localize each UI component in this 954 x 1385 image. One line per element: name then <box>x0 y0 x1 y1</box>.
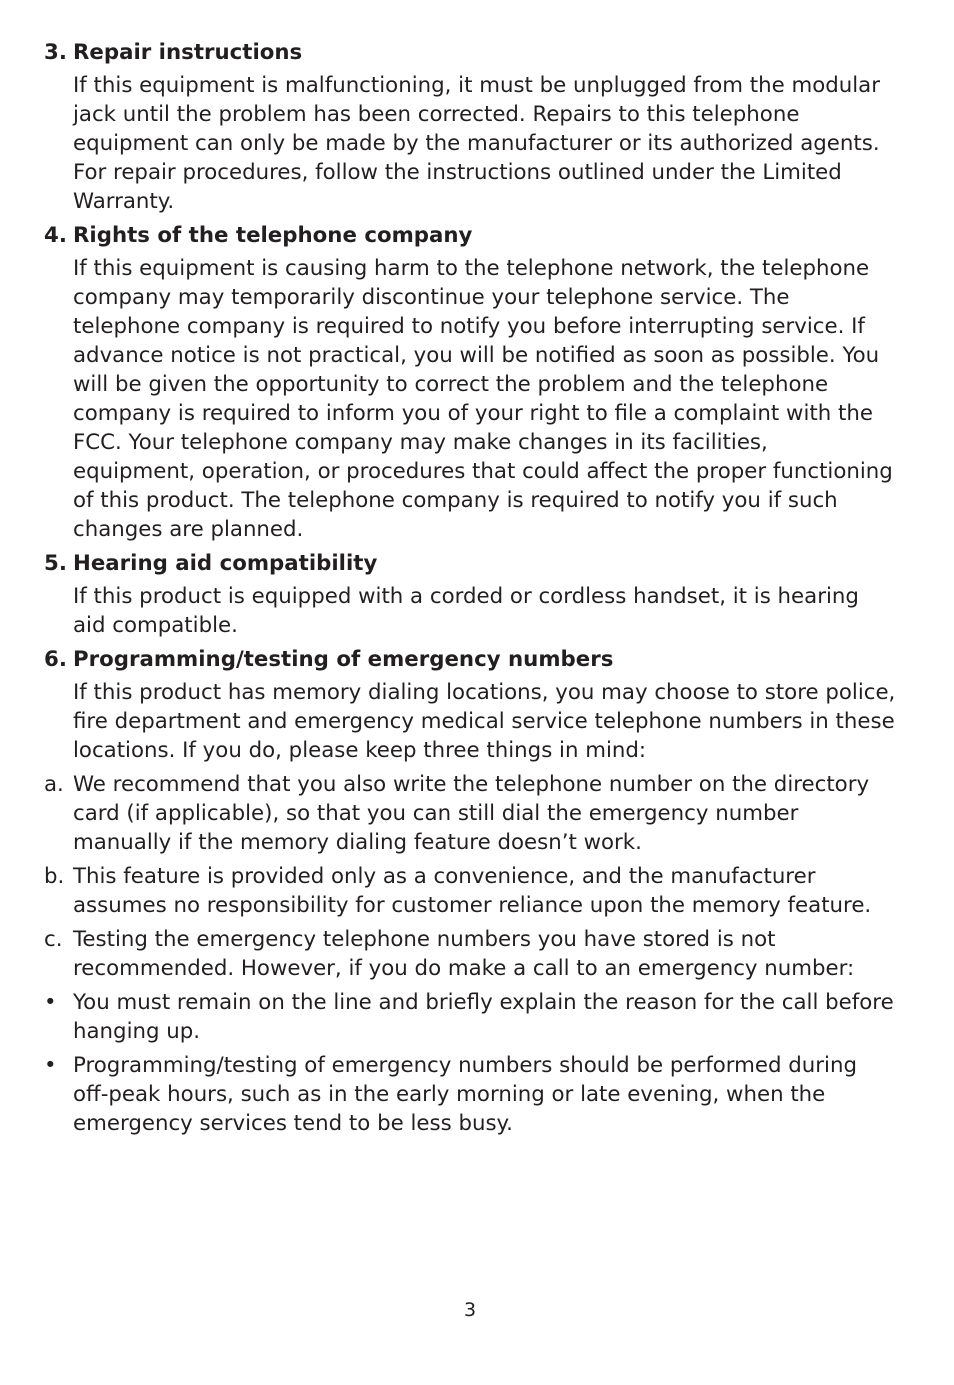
bullet-icon: • <box>44 1053 57 1078</box>
bullet-text: You must remain on the line and briefly explain the reason for the call before hanging up. <box>73 990 894 1044</box>
bullet-item <box>44 1051 896 1138</box>
section-paragraph: If this equipment is causing harm to the telephone network, the telephone company may temporarily discontinue your telephone service. The telephone company is required to notify you before interrupting service. If advance notice is not practical, you will be notified as soon as possible. You will be given the opportunity to correct the problem and the telephone company is required to inform you of your right to file a complaint with the FCC. Your telephone company may make changes in its facilities, equipment, operation, or procedures that could affect the proper functioning of this product. The telephone company is required to notify you if such changes are planned. <box>73 256 893 542</box>
bullet-icon: • <box>44 990 57 1015</box>
bullet-item <box>44 988 896 1046</box>
section-hearing-aid-compatibility <box>44 549 896 640</box>
item-text: We recommend that you also write the telephone number on the directory card (if applicable), so that you can still dial the emergency number manually if the memory dialing feature doesn’t work. <box>73 772 870 855</box>
section-paragraph: If this product has memory dialing locations, you may choose to store police, fire department and emergency medical service telephone numbers in these locations. If you do, please keep three things in mind: <box>73 680 896 763</box>
section-number: 5. <box>44 551 67 576</box>
item-letter: c. <box>44 927 63 952</box>
section-repair-instructions <box>44 38 896 216</box>
section-heading <box>44 221 896 250</box>
lettered-item-a <box>44 770 896 857</box>
lettered-item-b <box>44 862 896 920</box>
item-letter: a. <box>44 772 64 797</box>
bullet-text: Programming/testing of emergency numbers should be performed during off-peak hours, such as in the early morning or late evening, when the emergency services tend to be less busy. <box>73 1053 857 1136</box>
section-title: Hearing aid compatibility <box>73 551 378 576</box>
page-number: 3 <box>463 1299 477 1321</box>
item-letter: b. <box>44 864 65 889</box>
lettered-item-c <box>44 925 896 983</box>
section-rights-of-telephone-company <box>44 221 896 544</box>
section-paragraph: If this product is equipped with a corded or cordless handset, it is hearing aid compatible. <box>73 584 859 638</box>
section-heading <box>44 645 896 674</box>
section-title: Rights of the telephone company <box>73 223 473 248</box>
item-text: This feature is provided only as a convenience, and the manufacturer assumes no responsibility for customer reliance upon the memory feature. <box>73 864 872 918</box>
section-heading <box>44 38 896 67</box>
section-heading <box>44 549 896 578</box>
section-number: 6. <box>44 647 67 672</box>
section-emergency-numbers <box>44 645 896 1138</box>
section-number: 3. <box>44 40 67 65</box>
document-body <box>44 38 896 1143</box>
section-number: 4. <box>44 223 67 248</box>
section-paragraph: If this equipment is malfunctioning, it must be unplugged from the modular jack until the problem has been corrected. Repairs to this telephone equipment can only be made by the manufacturer or its authorized agents. For repair procedures, follow the instructions outlined under the Limited Warranty. <box>73 73 880 214</box>
section-title: Programming/testing of emergency numbers <box>73 647 614 672</box>
item-text: Testing the emergency telephone numbers you have stored is not recommended. However, if you do make a call to an emergency number: <box>73 927 855 981</box>
section-title: Repair instructions <box>73 40 303 65</box>
